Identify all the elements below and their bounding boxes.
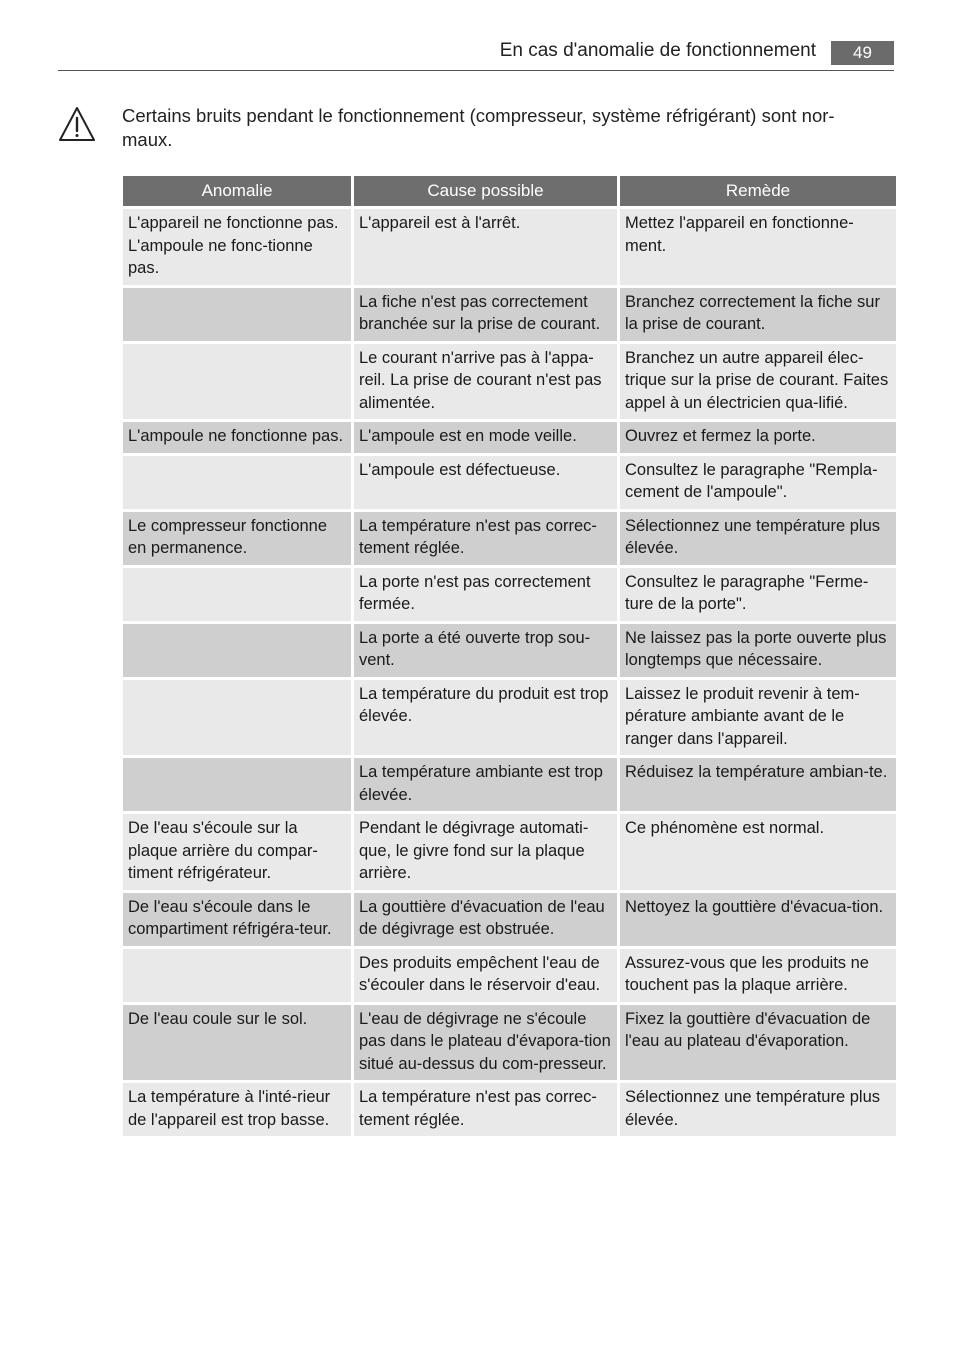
table-row [123,288,896,341]
table-body [123,209,896,1136]
page-header [58,38,894,71]
cell-cause: La gouttière d'évacuation de l'eau de dégivrage est obstruée. [354,893,617,946]
cell-anomalie [123,568,351,621]
cell-remede: Ouvrez et fermez la porte. [620,422,896,453]
table-row [123,893,896,946]
table-header-row [123,176,896,206]
cell-remede: Mettez l'appareil en fonctionne-ment. [620,209,896,285]
cell-remede: Fixez la gouttière d'évacuation de l'eau au plateau d'évaporation. [620,1005,896,1081]
page-number: 49 [831,41,894,65]
table-row [123,512,896,565]
cell-remede: Ce phénomène est normal. [620,814,896,890]
table-row [123,949,896,1002]
cell-remede: Ne laissez pas la porte ouverte plus longtemps que nécessaire. [620,624,896,677]
cell-anomalie [123,624,351,677]
cell-anomalie [123,758,351,811]
cell-anomalie [123,680,351,756]
table-row [123,624,896,677]
table-row [123,422,896,453]
cell-cause: L'eau de dégivrage ne s'écoule pas dans le plateau d'évapora-tion situé au-dessus du com-presseur. [354,1005,617,1081]
cell-cause: Des produits empêchent l'eau de s'écouler dans le réservoir d'eau. [354,949,617,1002]
cell-anomalie [123,949,351,1002]
table-row [123,209,896,285]
table-row [123,758,896,811]
cell-cause: L'appareil est à l'arrêt. [354,209,617,285]
cell-anomalie: L'ampoule ne fonctionne pas. [123,422,351,453]
column-header-cause: Cause possible [354,176,617,206]
cell-remede: Consultez le paragraphe "Rempla-cement de l'ampoule". [620,456,896,509]
cell-remede: Réduisez la température ambian-te. [620,758,896,811]
cell-anomalie: L'appareil ne fonctionne pas. L'ampoule ne fonc-tionne pas. [123,209,351,285]
column-header-remede: Remède [620,176,896,206]
cell-remede: Laissez le produit revenir à tem-pérature ambiante avant de le ranger dans l'appareil. [620,680,896,756]
cell-cause: La température du produit est trop élevée. [354,680,617,756]
cell-anomalie: Le compresseur fonctionne en permanence. [123,512,351,565]
table-row [123,814,896,890]
cell-cause: La fiche n'est pas correctement branchée sur la prise de courant. [354,288,617,341]
cell-cause: L'ampoule est défectueuse. [354,456,617,509]
cell-cause: La température n'est pas correc-tement réglée. [354,1083,617,1136]
table-row [123,344,896,420]
cell-remede: Nettoyez la gouttière d'évacua-tion. [620,893,896,946]
table-row [123,680,896,756]
cell-anomalie: De l'eau s'écoule sur la plaque arrière du compar-timent réfrigérateur. [123,814,351,890]
warning-triangle-icon [58,106,96,142]
column-header-anomalie: Anomalie [123,176,351,206]
cell-remede: Sélectionnez une température plus élevée. [620,512,896,565]
cell-anomalie [123,344,351,420]
cell-cause: La température ambiante est trop élevée. [354,758,617,811]
cell-cause: L'ampoule est en mode veille. [354,422,617,453]
table-row [123,1005,896,1081]
table-row [123,456,896,509]
cell-remede: Sélectionnez une température plus élevée. [620,1083,896,1136]
cell-remede: Assurez-vous que les produits ne touchent pas la plaque arrière. [620,949,896,1002]
cell-remede: Branchez un autre appareil élec-trique sur la prise de courant. Faites appel à un électricien qua-lifié. [620,344,896,420]
section-title: En cas d'anomalie de fonctionnement [499,40,816,61]
cell-remede: Branchez correctement la fiche sur la prise de courant. [620,288,896,341]
cell-cause: La porte a été ouverte trop sou-vent. [354,624,617,677]
cell-anomalie: De l'eau coule sur le sol. [123,1005,351,1081]
troubleshooting-table [120,173,899,1139]
table-row [123,568,896,621]
cell-cause: La température n'est pas correc-tement réglée. [354,512,617,565]
cell-remede: Consultez le paragraphe "Ferme-ture de la porte". [620,568,896,621]
cell-anomalie [123,456,351,509]
table-row [123,1083,896,1136]
cell-cause: Pendant le dégivrage automati-que, le givre fond sur la plaque arrière. [354,814,617,890]
warning-text: Certains bruits pendant le fonctionnement (compresseur, système réfrigérant) sont nor-maux. [122,105,835,150]
cell-cause: Le courant n'arrive pas à l'appa-reil. La prise de courant n'est pas alimentée. [354,344,617,420]
cell-anomalie: De l'eau s'écoule dans le compartiment réfrigéra-teur. [123,893,351,946]
cell-anomalie: La température à l'inté-rieur de l'appareil est trop basse. [123,1083,351,1136]
cell-cause: La porte n'est pas correctement fermée. [354,568,617,621]
cell-anomalie [123,288,351,341]
